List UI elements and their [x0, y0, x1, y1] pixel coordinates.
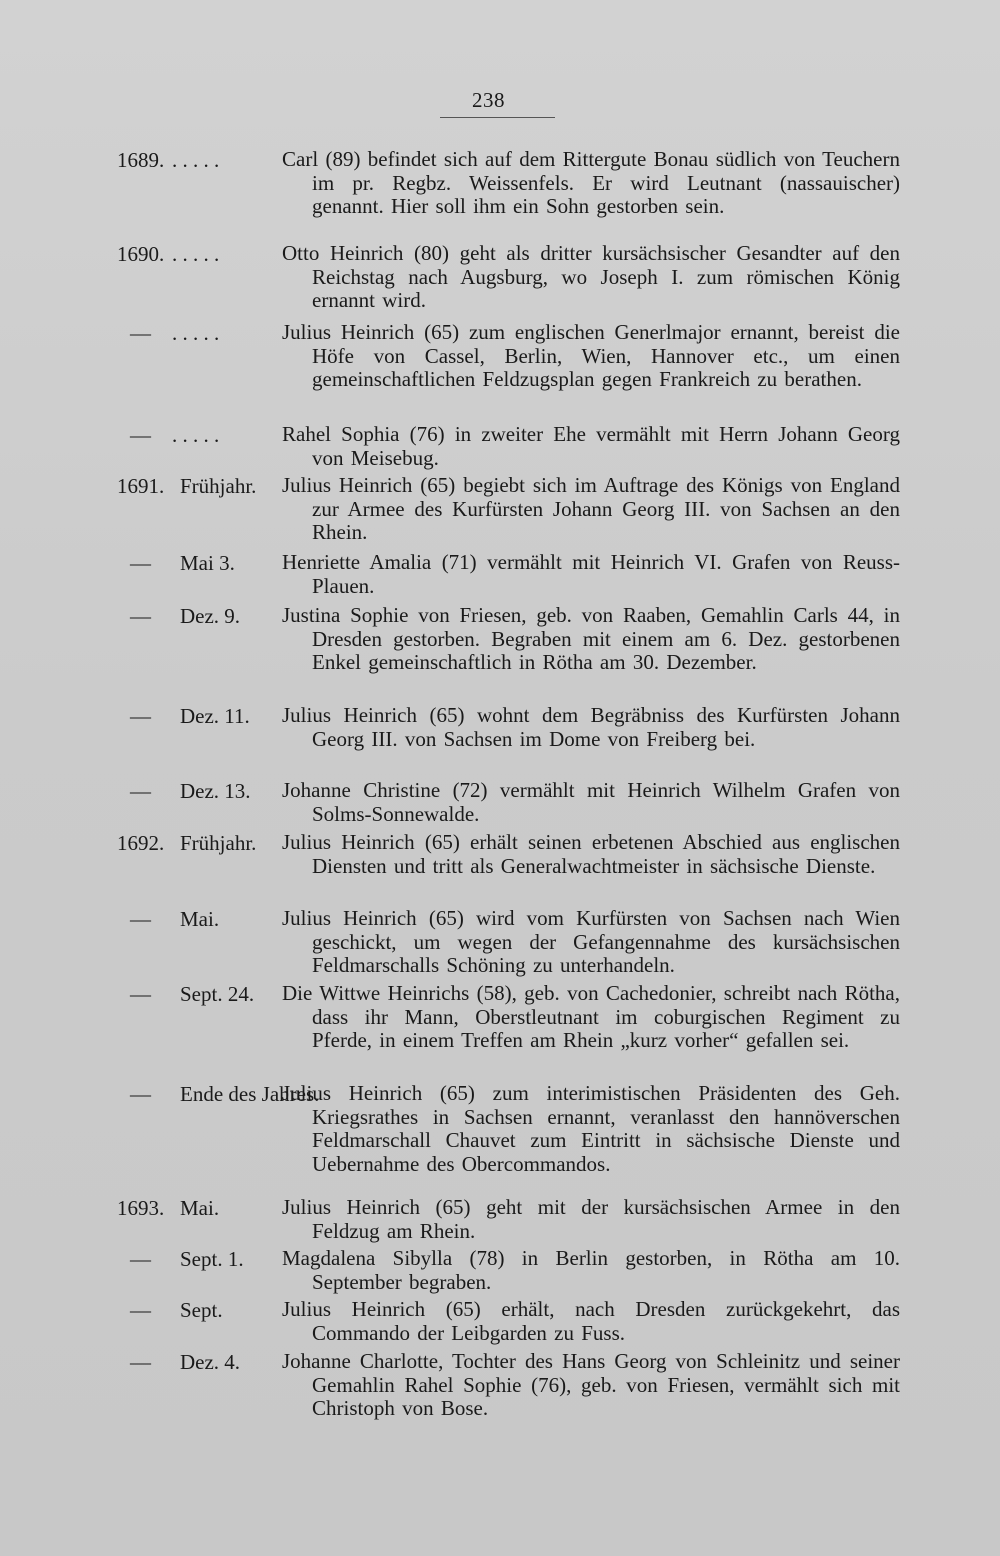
entry-year: —: [130, 1350, 151, 1374]
entry-date-qualifier: Mai.: [180, 1196, 220, 1220]
entry-date-qualifier: Dez. 11.: [180, 704, 250, 728]
entry-year: —: [130, 604, 151, 628]
entry-text: Julius Heinrich (65) zum englischen Generlmajor ernannt, bereist die Höfe von Cassel, Berlin, Wien, Hannover etc., um einen gemeinschaftlichen Feldzugsplan gegen Frankreich zu berathen.: [282, 320, 900, 391]
entry-text: Julius Heinrich (65) zum interimistischen Präsidenten des Geh. Kriegsrathes in Sachsen ernannt, veranlasst den hannöverschen Feldmarschall Chauvet zum Eintritt in sächsische Dienste und Uebernahme des Obercommandos.: [282, 1081, 900, 1176]
entry-year: —: [130, 551, 151, 575]
entry-year: 1692.: [117, 831, 165, 855]
entry-date-qualifier: Mai 3.: [180, 551, 235, 575]
entry-text: Rahel Sophia (76) in zweiter Ehe vermählt mit Herrn Johann Georg von Meisebug.: [282, 422, 900, 470]
entry-text: Julius Heinrich (65) erhält seinen erbetenen Abschied aus englischen Diensten und tritt als Generalwachtmeister in sächsische Dienste.: [282, 830, 900, 878]
entry-year: 1691.: [117, 474, 165, 498]
entry-text: Julius Heinrich (65) geht mit der kursächsischen Armee in den Feldzug am Rhein.: [282, 1195, 900, 1243]
entry-date-qualifier: Mai.: [180, 907, 220, 931]
entry-date-qualifier: Ende des Jahres.: [180, 1082, 320, 1106]
entry-year: 1690.: [117, 242, 165, 266]
entry-year: —: [130, 423, 151, 447]
entry-year: —: [130, 321, 151, 345]
entry-date-qualifier: Frühjahr.: [180, 474, 257, 498]
entry-date-qualifier: Frühjahr.: [180, 831, 257, 855]
entry-text: Magdalena Sibylla (78) in Berlin gestorben, in Rötha am 10. September begraben.: [282, 1246, 900, 1294]
entry-text: Johanne Christine (72) vermählt mit Heinrich Wilhelm Grafen von Solms-Sonnewalde.: [282, 778, 900, 826]
entry-text: Justina Sophie von Friesen, geb. von Raaben, Gemahlin Carls 44, in Dresden gestorben. Begraben mit einem am 6. Dez. gestorbenen Enkel gemeinschaftlich in Rötha am 30. Dezember.: [282, 603, 900, 674]
entry-text: Die Wittwe Heinrichs (58), geb. von Cachedonier, schreibt nach Rötha, dass ihr Mann, Oberstleutnant im coburgischen Regiment zu Pferde, in einem Treffen am Rhein „kurz vorher“ gefallen sei.: [282, 981, 900, 1052]
entry-date-qualifier: Dez. 13.: [180, 779, 251, 803]
entry-year: 1693.: [117, 1196, 165, 1220]
entry-text: Johanne Charlotte, Tochter des Hans Georg von Schleinitz und seiner Gemahlin Rahel Sophie (76), geb. von Friesen, vermählt sich mit Christoph von Bose.: [282, 1349, 900, 1420]
entry-date-qualifier: . . . . .: [172, 321, 220, 345]
entry-date-qualifier: . . . . .: [172, 423, 220, 447]
entry-year: —: [130, 1247, 151, 1271]
entry-date-qualifier: Sept.: [180, 1298, 223, 1322]
entry-text: Carl (89) befindet sich auf dem Rittergute Bonau südlich von Teuchern im pr. Regbz. Weissenfels. Er wird Leutnant (nassauischer) genannt. Hier soll ihm ein Sohn gestorben sein.: [282, 147, 900, 218]
entry-date-qualifier: Sept. 1.: [180, 1247, 244, 1271]
entry-text: Julius Heinrich (65) erhält, nach Dresden zurückgekehrt, das Commando der Leibgarden zu Fuss.: [282, 1297, 900, 1345]
entry-year: 1689.: [117, 148, 165, 172]
entry-year: —: [130, 982, 151, 1006]
entry-year: —: [130, 1082, 151, 1106]
entry-year: —: [130, 704, 151, 728]
entry-text: Julius Heinrich (65) wird vom Kurfürsten von Sachsen nach Wien geschickt, um wegen der Gefangennahme des kursächsischen Feldmarschalls Schöning zu unterhandeln.: [282, 906, 900, 977]
entry-text: Otto Heinrich (80) geht als dritter kursächsischer Gesandter auf den Reichstag nach Augsburg, wo Joseph I. zum römischen König ernannt wird.: [282, 241, 900, 312]
entry-year: —: [130, 907, 151, 931]
entry-date-qualifier: . . . . .: [172, 148, 220, 172]
entry-text: Julius Heinrich (65) wohnt dem Begräbniss des Kurfürsten Johann Georg III. von Sachsen im Dome von Freiberg bei.: [282, 703, 900, 751]
entry-text: Julius Heinrich (65) begiebt sich im Auftrage des Königs von England zur Armee des Kurfürsten Johann Georg III. von Sachsen an den Rhein.: [282, 473, 900, 544]
entry-date-qualifier: Dez. 4.: [180, 1350, 241, 1374]
entry-year: —: [130, 779, 151, 803]
entry-date-qualifier: . . . . .: [172, 242, 220, 266]
entry-date-qualifier: Sept. 24.: [180, 982, 255, 1006]
entry-year: —: [130, 1298, 151, 1322]
entry-text: Henriette Amalia (71) vermählt mit Heinrich VI. Grafen von Reuss-Plauen.: [282, 550, 900, 598]
page-number: 238: [472, 88, 505, 112]
entry-date-qualifier: Dez. 9.: [180, 604, 241, 628]
